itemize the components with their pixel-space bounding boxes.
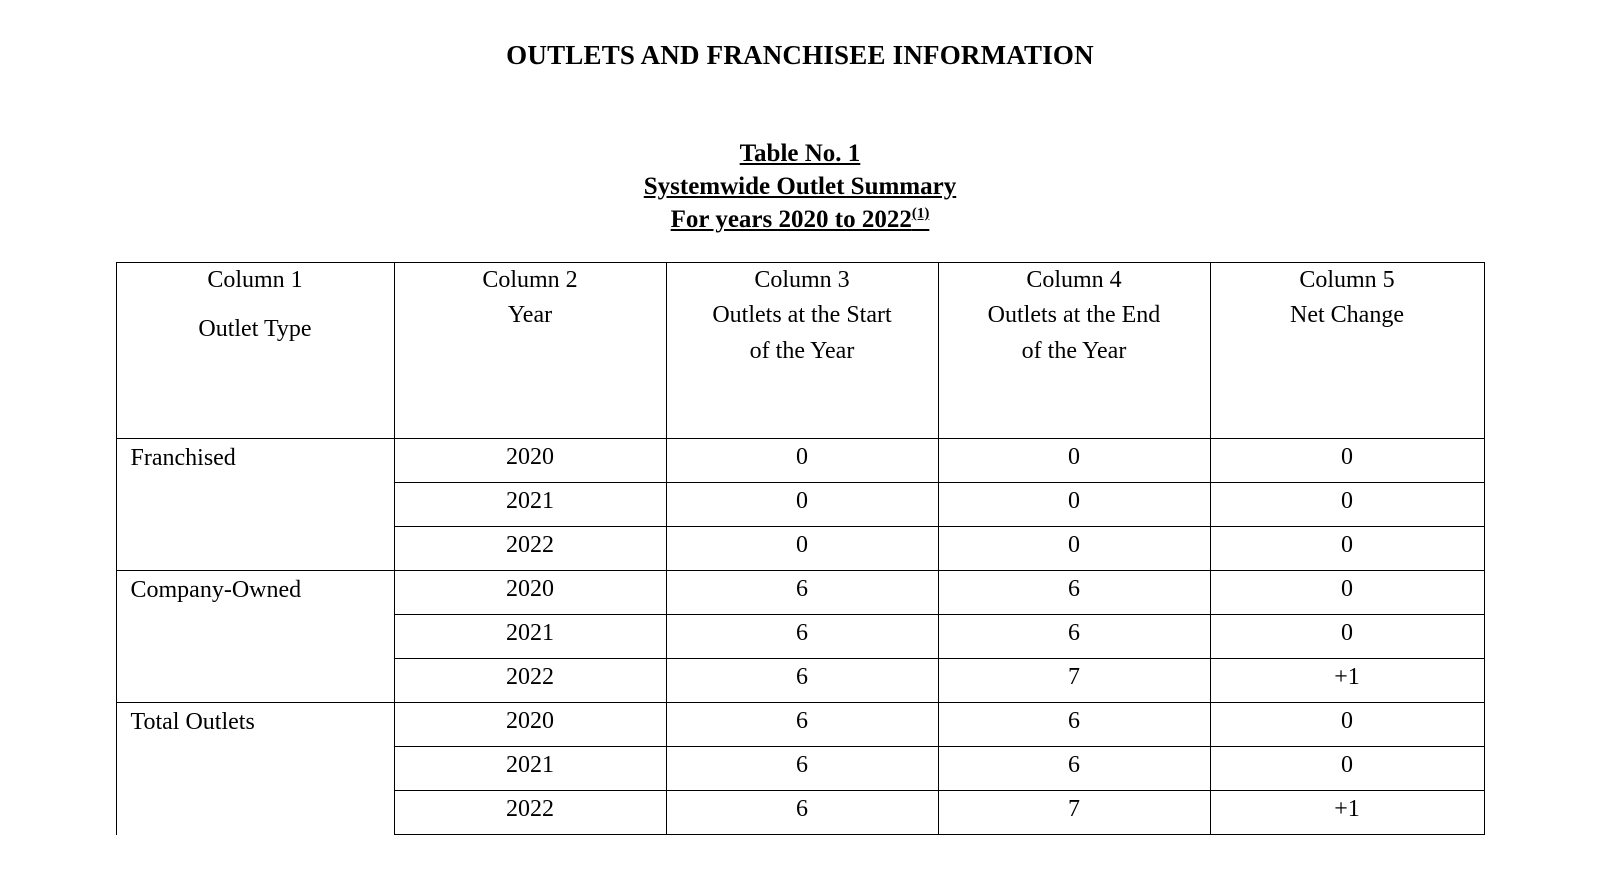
outlets-end-cell: 0 <box>938 439 1210 483</box>
year-cell: 2020 <box>394 703 666 747</box>
year-cell: 2021 <box>394 483 666 527</box>
outlet-type-cell: Company-Owned <box>116 571 394 703</box>
column-header-5-sub: Net Change <box>1290 302 1404 329</box>
column-header-1 <box>116 263 394 439</box>
year-cell: 2021 <box>394 615 666 659</box>
caption-line-2: Systemwide Outlet Summary <box>643 173 957 200</box>
caption-line-1: Table No. 1 <box>739 140 861 167</box>
outlets-start-cell: 0 <box>666 527 938 571</box>
outlets-start-cell: 0 <box>666 483 938 527</box>
outlets-end-cell: 6 <box>938 703 1210 747</box>
table-row <box>116 571 1484 615</box>
net-change-cell: 0 <box>1210 747 1484 791</box>
table-header-row <box>116 263 1484 439</box>
net-change-cell: 0 <box>1210 483 1484 527</box>
outlet-type-cell: Total Outlets <box>116 703 394 835</box>
column-header-2-label: Column 2 <box>482 267 578 293</box>
column-header-3-sub2: of the Year <box>749 337 855 364</box>
outlets-end-cell: 0 <box>938 527 1210 571</box>
net-change-cell: 0 <box>1210 527 1484 571</box>
column-header-3-sub: Outlets at the Start <box>712 302 892 329</box>
column-header-3-label: Column 3 <box>754 267 850 293</box>
outlets-end-cell: 0 <box>938 483 1210 527</box>
caption-line-3 <box>671 203 930 236</box>
column-header-1-label: Column 1 <box>207 267 303 293</box>
column-header-2 <box>394 263 666 439</box>
column-header-4-sub2: of the Year <box>1021 337 1127 364</box>
column-header-5-label: Column 5 <box>1299 267 1395 293</box>
net-change-cell: +1 <box>1210 659 1484 703</box>
outlets-end-cell: 7 <box>938 791 1210 835</box>
outlets-end-cell: 6 <box>938 615 1210 659</box>
table-caption <box>0 137 1600 236</box>
table-row <box>116 439 1484 483</box>
column-header-1-spacer <box>117 298 394 312</box>
caption-footnote-marker: (1) <box>911 205 930 222</box>
outlets-end-cell: 7 <box>938 659 1210 703</box>
outlets-start-cell: 6 <box>666 659 938 703</box>
year-cell: 2022 <box>394 527 666 571</box>
net-change-cell: 0 <box>1210 571 1484 615</box>
outlets-start-cell: 6 <box>666 791 938 835</box>
year-cell: 2021 <box>394 747 666 791</box>
column-header-2-sub: Year <box>507 302 553 329</box>
year-cell: 2022 <box>394 659 666 703</box>
year-cell: 2020 <box>394 571 666 615</box>
outlets-end-cell: 6 <box>938 747 1210 791</box>
outlet-type-cell: Franchised <box>116 439 394 571</box>
page-title: OUTLETS AND FRANCHISEE INFORMATION <box>506 40 1094 70</box>
table-header <box>116 263 1484 439</box>
net-change-cell: 0 <box>1210 615 1484 659</box>
net-change-cell: 0 <box>1210 703 1484 747</box>
outlets-start-cell: 6 <box>666 703 938 747</box>
column-header-4-sub: Outlets at the End <box>987 302 1161 329</box>
outlets-start-cell: 6 <box>666 615 938 659</box>
column-header-1-sub: Outlet Type <box>198 316 312 343</box>
outlets-end-cell: 6 <box>938 571 1210 615</box>
caption-line-3-text: For years 2020 to 2022 <box>670 206 912 233</box>
outlets-start-cell: 0 <box>666 439 938 483</box>
table-row <box>116 703 1484 747</box>
year-cell: 2022 <box>394 791 666 835</box>
net-change-cell: +1 <box>1210 791 1484 835</box>
column-header-4-label: Column 4 <box>1026 267 1122 293</box>
column-header-3 <box>666 263 938 439</box>
outlets-start-cell: 6 <box>666 571 938 615</box>
outlets-start-cell: 6 <box>666 747 938 791</box>
table-body <box>116 439 1484 835</box>
column-header-5 <box>1210 263 1484 439</box>
systemwide-outlet-summary-table <box>116 262 1485 835</box>
net-change-cell: 0 <box>1210 439 1484 483</box>
year-cell: 2020 <box>394 439 666 483</box>
document-page <box>0 40 1600 874</box>
column-header-4 <box>938 263 1210 439</box>
